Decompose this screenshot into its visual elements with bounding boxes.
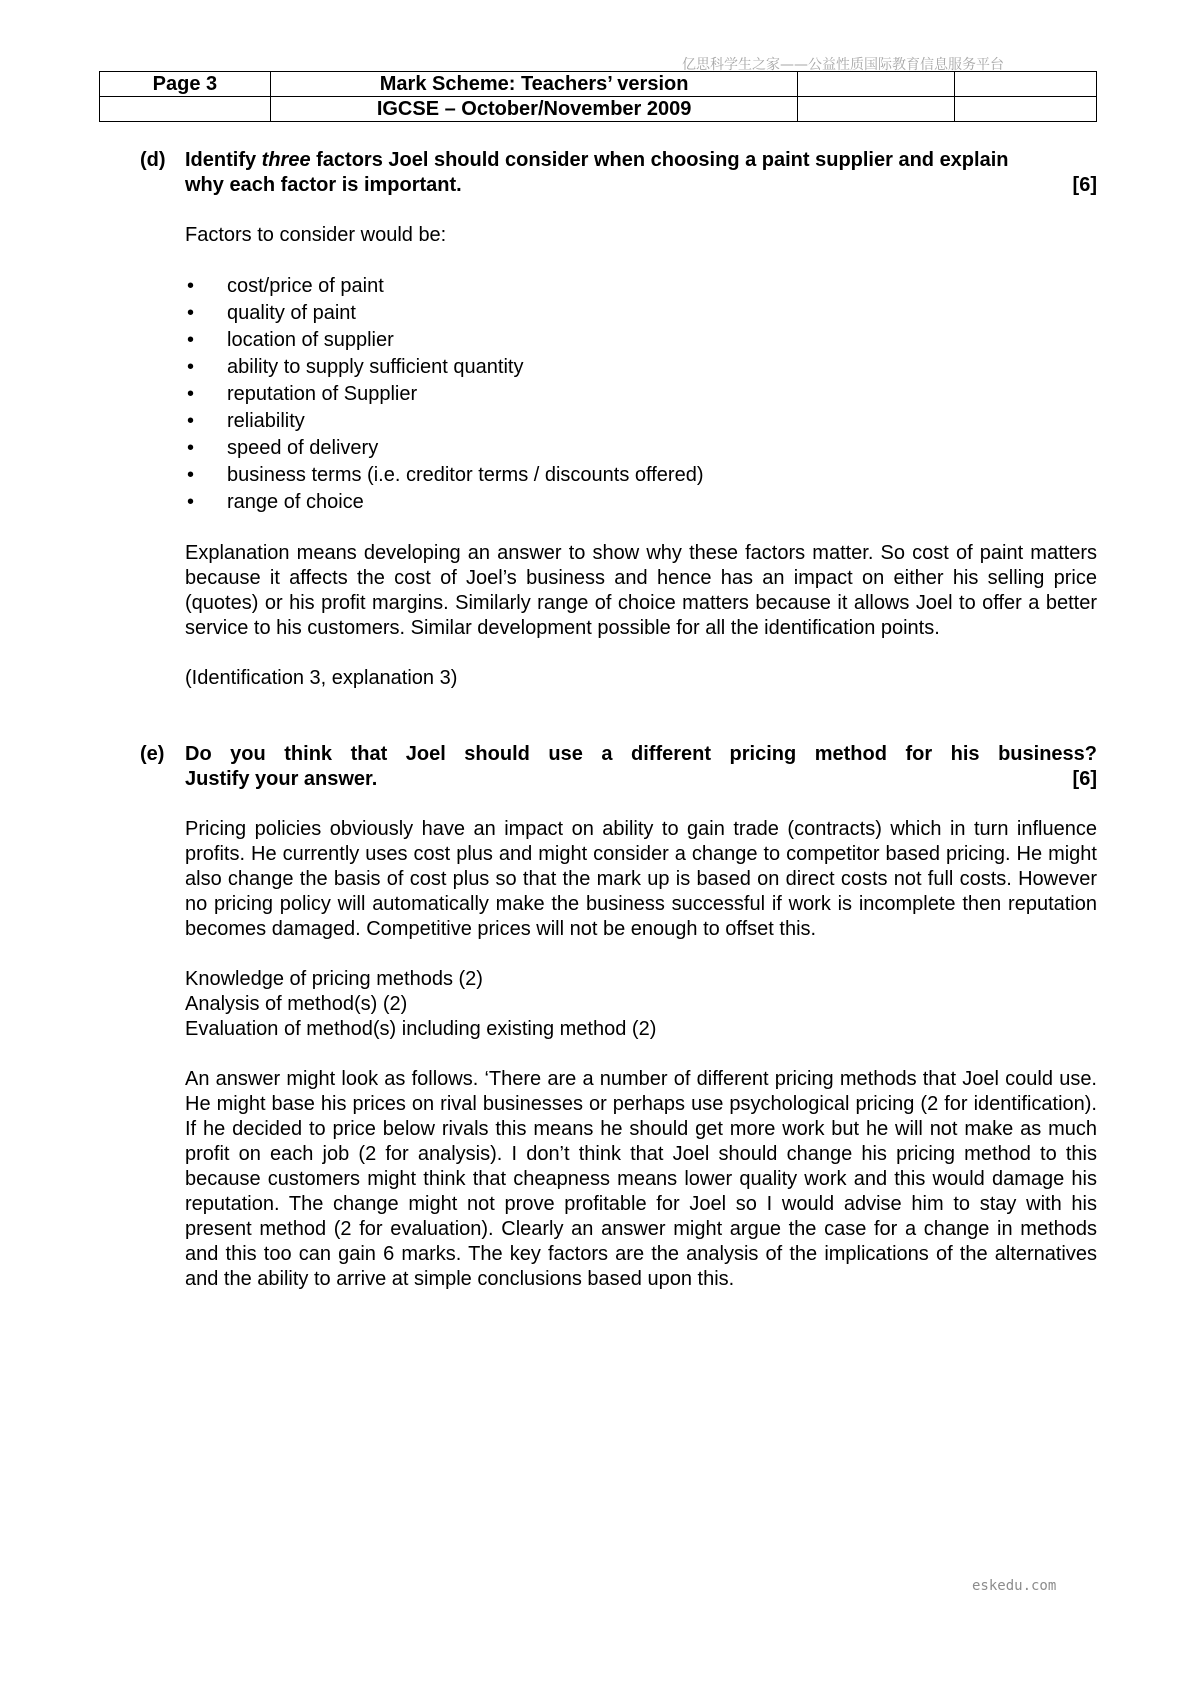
list-item: • reliability [187, 410, 305, 432]
question-d-allocation: (Identification 3, explanation 3) [185, 667, 458, 689]
header-page: Page 3 [100, 72, 271, 97]
list-item: • quality of paint [187, 302, 356, 324]
question-d-intro: Factors to consider would be: [185, 224, 447, 246]
list-item: • location of supplier [187, 329, 394, 351]
header-cell-empty [798, 97, 955, 122]
watermark-top: 亿思科学生之家——公益性质国际教育信息服务平台 [682, 57, 1004, 73]
question-e-paragraph1: Pricing policies obviously have an impact on ability to gain trade (contracts) which in turn influence profits. He currently uses cost plus and might consider a change to competitor based pricing. He might also change the basis of cost plus so that the mark up is based on direct costs not full costs. However no pricing policy will automatically make the business successful if work is incomplete then reputation becomes damaged. Competitive prices will not be enough to offset this. [185, 818, 1097, 940]
list-item: • range of choice [187, 491, 364, 513]
question-d-explanation: Explanation means developing an answer to show why these factors matter. So cost of paint matters because it affects the cost of Joel’s business and hence has an impact on either his selling price (quotes) or his profit margins. Similarly range of choice matters because it allows Joel to offer a better service to his customers. Similar development possible for all the identification points. [185, 542, 1097, 639]
question-d-marks: [6] [1072, 174, 1097, 196]
question-d-line2: why each factor is important. [185, 174, 462, 196]
list-item: • business terms (i.e. creditor terms / discounts offered) [187, 464, 704, 486]
list-item: • reputation of Supplier [187, 383, 418, 405]
header-cell-empty [955, 97, 1097, 122]
header-table [99, 71, 1097, 122]
question-e [140, 742, 1097, 792]
question-d [140, 148, 1097, 198]
mark-allocation-item: Evaluation of method(s) including existing method (2) [185, 1018, 657, 1040]
header-cell-empty [100, 97, 271, 122]
question-d-number: (d) [140, 149, 166, 171]
page-content [140, 148, 1097, 1292]
mark-allocation [185, 967, 1097, 1042]
question-e-line1: Do you think that Joel should use a different pricing method for his business? [185, 743, 1097, 765]
list-item: • cost/price of paint [187, 275, 384, 297]
question-e-line2: Justify your answer. [185, 768, 378, 790]
watermark-bottom: eskedu.com [972, 1578, 1057, 1594]
question-d-emphasis: three [261, 149, 311, 171]
question-d-line1: Identify three factors Joel should consider when choosing a paint supplier and explain [185, 149, 1009, 171]
mark-allocation-item: Analysis of method(s) (2) [185, 993, 408, 1015]
question-e-marks: [6] [1072, 768, 1097, 790]
header-exam: IGCSE – October/November 2009 [270, 97, 798, 122]
mark-allocation-item: Knowledge of pricing methods (2) [185, 968, 483, 990]
header-title: Mark Scheme: Teachers’ version [270, 72, 798, 97]
list-item: • ability to supply sufficient quantity [187, 356, 524, 378]
header-cell-empty [955, 72, 1097, 97]
header-cell-empty [798, 72, 955, 97]
question-e-paragraph2: An answer might look as follows. ‘There are a number of different pricing methods that Joel could use. He might base his prices on rival businesses or perhaps use psychological pricing (2 for identification). If he decided to price below rivals this means he should get more work but he will not make as much profit on each job (2 for analysis). I don’t think that Joel should change his pricing method to this because customers might think that cheapness means lower quality work and this would damage his reputation. The change might not prove profitable for Joel so I would advise him to stay with his present method (2 for evaluation). Clearly an answer might argue the case for a change in methods and this too can gain 6 marks. The key factors are the analysis of the implications of the alternatives and the ability to arrive at simple conclusions based upon this. [185, 1068, 1097, 1290]
question-e-number: (e) [140, 743, 165, 765]
factor-list [185, 273, 1097, 516]
list-item: • speed of delivery [187, 437, 379, 459]
